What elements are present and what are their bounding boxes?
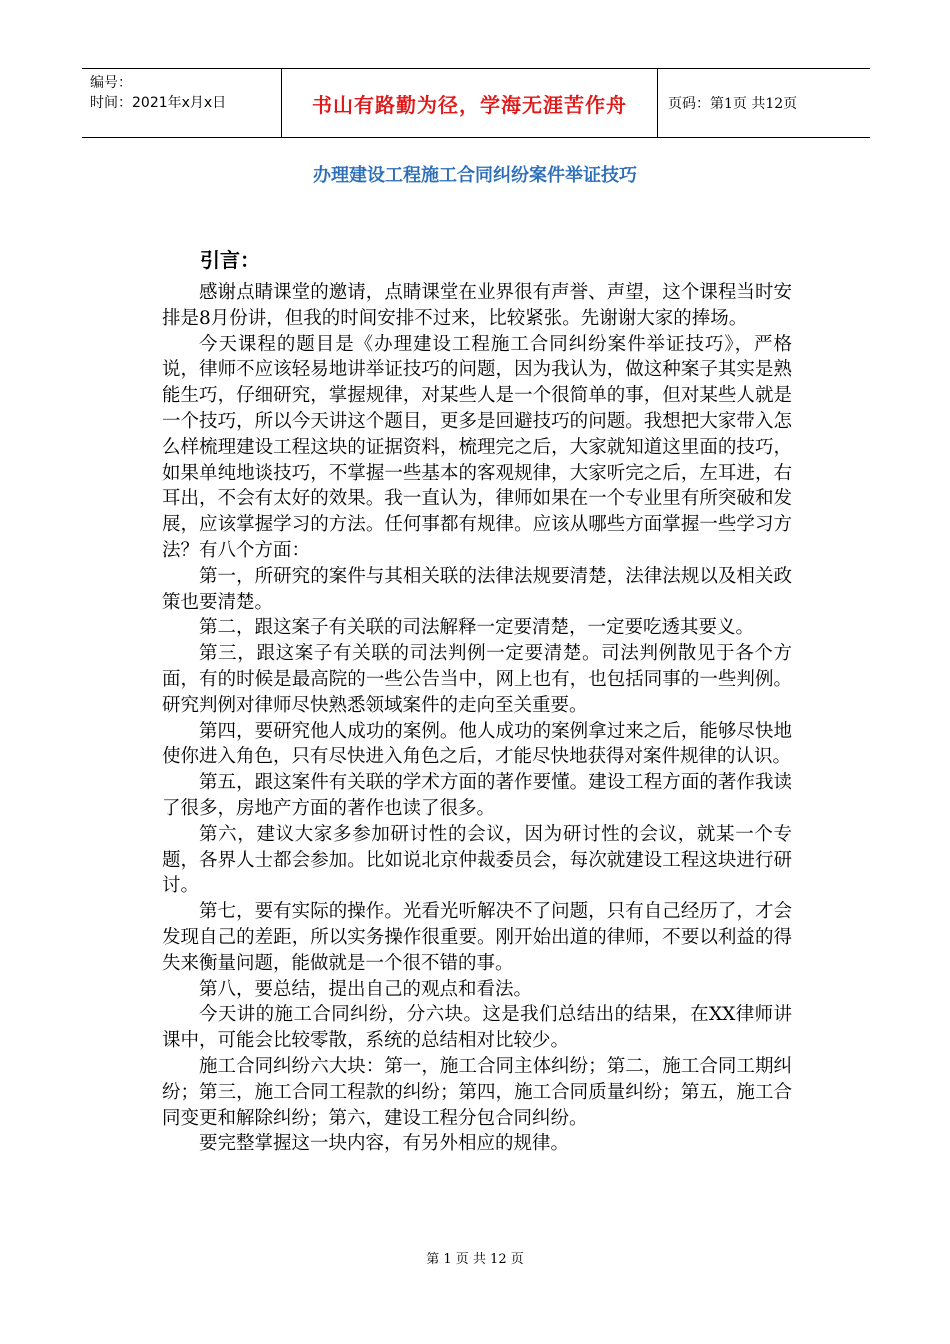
header-meta (82, 69, 282, 137)
paragraph: 第五，跟这案件有关联的学术方面的著作要懂。建设工程方面的著作我读了很多，房地产方面的著作也读了很多。 (162, 772, 792, 819)
paragraph: 第三，跟这案子有关联的司法判例一定要清楚。司法判例散见于各个方面，有的时候是最高院的一些公告当中，网上也有，也包括同事的一些判例。研究判例对律师尽快熟悉领域案件的走向至关重要。 (162, 643, 792, 716)
paragraph: 第二，跟这案子有关联的司法解释一定要清楚，一定要吃透其要义。 (199, 617, 755, 639)
paragraph: 感谢点睛课堂的邀请，点睛课堂在业界很有声誉、声望，这个课程当时安排是8月份讲，但我的时间安排不过来，比较紧张。先谢谢大家的捧场。 (162, 282, 792, 329)
document-title: 办理建设工程施工合同纠纷案件举证技巧 (313, 165, 637, 186)
document-number: 编号： (90, 75, 132, 91)
page-footer: 第 1 页 共 12 页 (426, 1252, 524, 1267)
body-text (162, 280, 792, 1157)
paragraph: 第四，要研究他人成功的案例。他人成功的案例拿过来之后，能够尽快地使你进入角色，只有尽快进入角色之后，才能尽快地获得对案件规律的认识。 (162, 720, 792, 768)
paragraph: 今天讲的施工合同纠纷，分六块。这是我们总结出的结果，在XX律师讲课中，可能会比较零散，系统的总结相对比较少。 (162, 1004, 792, 1052)
paragraph: 第一，所研究的案件与其相关联的法律法规要清楚，法律法规以及相关政策也要清楚。 (162, 565, 792, 613)
paragraph: 第七，要有实际的操作。光看光听解决不了问题，只有自己经历了，才会发现自己的差距，所以实务操作很重要。刚开始出道的律师，不要以利益的得失来衡量问题，能做就是一个很不错的事。 (162, 901, 792, 974)
header-page-info: 页码：第1页 共12页 (668, 96, 798, 112)
paragraph: 第六，建议大家多参加研讨性的会议，因为研讨性的会议，就某一个专题，各界人士都会参加。比如说北京仲裁委员会，每次就建设工程这块进行研讨。 (162, 823, 792, 897)
paragraph: 今天课程的题目是《办理建设工程施工合同纠纷案件举证技巧》，严格说，律师不应该轻易地讲举证技巧的问题，因为我认为，做这种案子其实是熟能生巧，仔细研究，掌握规律，对某些人是一个很简单的事，但对某些人就是一个技巧，所以今天讲这个题目，更多是回避技巧的问题。我想把大家带入怎么样梳理建设工程这块的证据资料，梳理完之后，大家就知道这里面的技巧，如果单纯地谈技巧，不掌握一些基本的客观规律，大家听完之后，左耳进，右耳出，不会有太好的效果。我一直认为，律师如果在一个专业里有所突破和发展，应该掌握学习的方法。任何事都有规律。应该从哪些方面掌握一些学习方法？有八个方面： (162, 333, 792, 561)
paragraph: 要完整掌握这一块内容，有另外相应的规律。 (199, 1133, 570, 1155)
paragraph: 施工合同纠纷六大块：第一，施工合同主体纠纷；第二，施工合同工期纠纷；第三，施工合同工程款的纠纷；第四，施工合同质量纠纷；第五，施工合同变更和解除纠纷；第六，建设工程分包合同纠纷。 (162, 1055, 792, 1129)
intro-heading: 引言： (200, 248, 260, 272)
document-time: 时间：2021年x月x日 (90, 95, 227, 111)
paragraph: 第八，要总结，提出自己的观点和看法。 (199, 978, 533, 1000)
header-table (82, 68, 870, 138)
header-motto: 书山有路勤为径，学海无涯苦作舟 (282, 69, 658, 137)
